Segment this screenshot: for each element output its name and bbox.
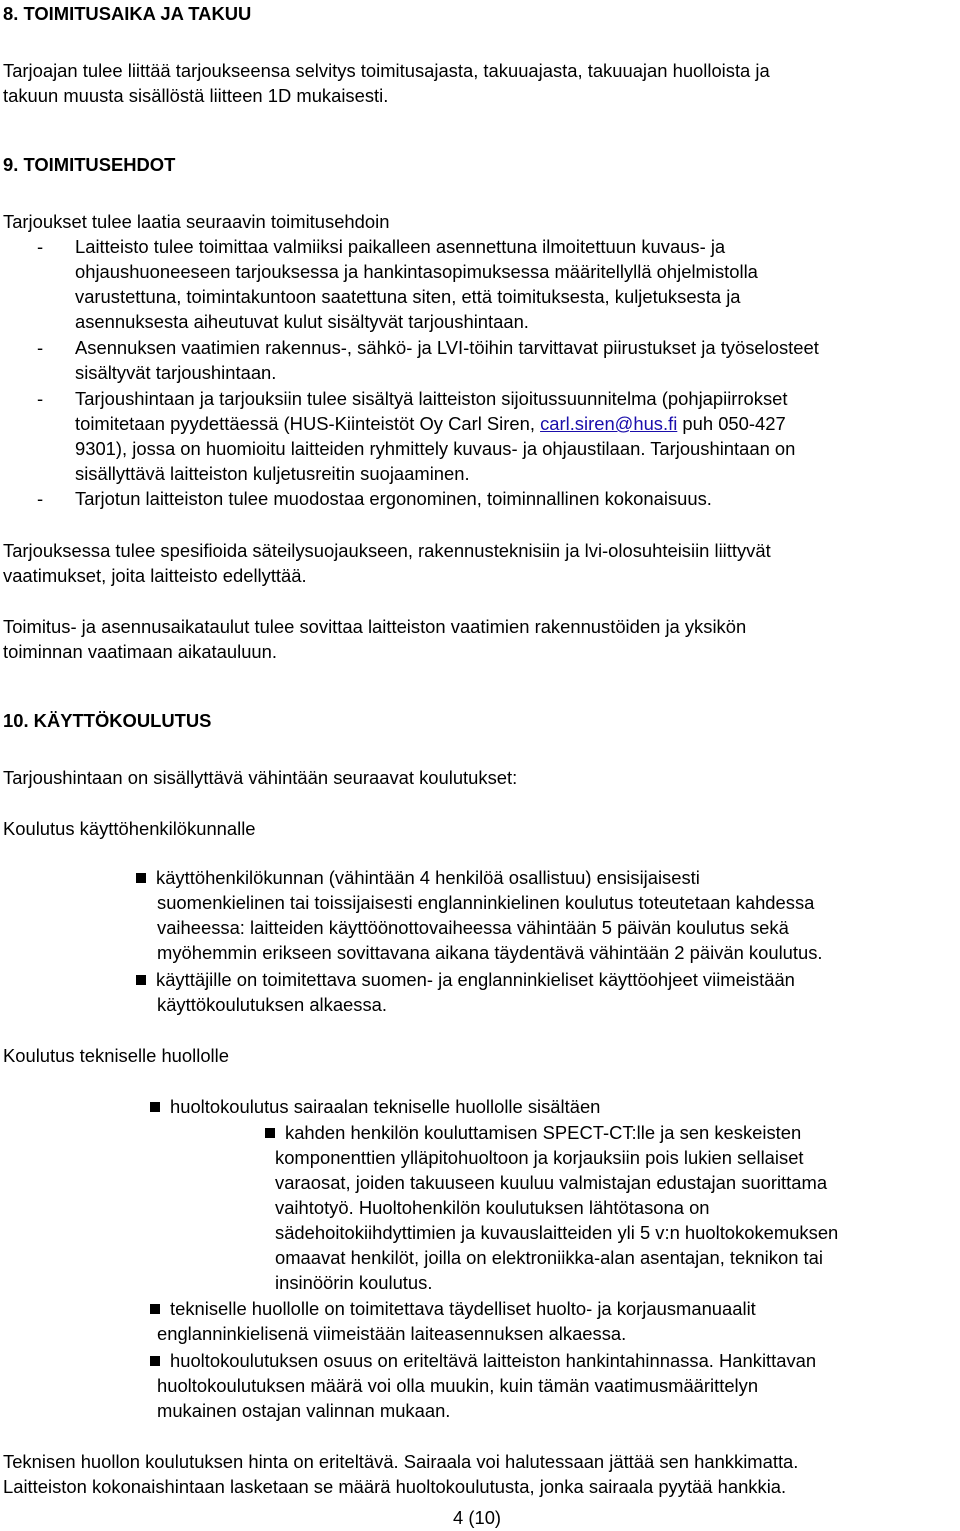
condition-contact-line	[75, 411, 786, 436]
condition-line: asennuksesta aiheutuvat kulut sisältyvät tarjoushintaan.	[75, 311, 529, 332]
sub-bullet-line: vaihtotyö. Huoltohenkilön koulutuksen lähtötasona on	[275, 1197, 710, 1218]
square-bullet-icon	[150, 1356, 160, 1366]
closing-text-line: Teknisen huollon koulutuksen hinta on eriteltävä. Sairaala voi halutessaan jättää sen hankkimatta.	[3, 1451, 799, 1472]
bullet-line: huoltokoulutus sairaalan tekniselle huollolle sisältäen	[150, 1094, 600, 1119]
section-9-intro: Tarjoukset tulee laatia seuraavin toimitusehdoin	[3, 211, 390, 232]
section-10-intro: Tarjoushintaan on sisällyttävä vähintään seuraavat koulutukset:	[3, 767, 518, 788]
condition-line: ohjaushuoneeseen tarjouksessa ja hankintasopimuksessa määritellyllä ohjelmistolla	[75, 261, 758, 282]
square-bullet-icon	[136, 873, 146, 883]
condition-line: Asennuksen vaatimien rakennus-, sähkö- ja LVI-töihin tarvittavat piirustukset ja työselosteet	[75, 337, 819, 358]
bullet-line: suomenkielinen tai toissijaisesti englanninkielinen koulutus toteutetaan kahdessa	[157, 892, 815, 913]
email-link[interactable]: carl.siren@hus.fi	[540, 413, 678, 434]
sub-bullet-line: omaavat henkilöt, joilla on elektroniikka-alan asentajan, teknikon tai	[275, 1247, 823, 1268]
sub-bullet-line: kahden henkilön kouluttamisen SPECT-CT:lle ja sen keskeisten	[265, 1120, 801, 1145]
condition-line: Laitteisto tulee toimittaa valmiiksi paikalleen asennettuna ilmoitettuun kuvaus- ja	[75, 236, 726, 257]
dash-marker: -	[37, 488, 44, 509]
sub-bullet-line: varaosat, joiden takuuseen kuuluu valmistajan edustajan suorittama	[275, 1172, 828, 1193]
section-8-text-line: takuun muusta sisällöstä liitteen 1D mukaisesti.	[3, 85, 389, 106]
bullet-line: vaiheessa: laitteiden käyttöönottovaiheessa vähintään 5 päivän koulutus sekä	[157, 917, 789, 938]
section-8-text-line: Tarjoajan tulee liittää tarjoukseensa selvitys toimitusajasta, takuuajasta, takuuajan huolloista ja	[3, 60, 770, 81]
square-bullet-icon	[265, 1128, 275, 1138]
section-9-text-line: toiminnan vaatimaan aikatauluun.	[3, 641, 277, 662]
closing-text-line: Laitteiston kokonaishintaan lasketaan se määrä huoltokoulutusta, jonka sairaala pyytää hankkia.	[3, 1476, 787, 1497]
section-9-text-line: Toimitus- ja asennusaikataulut tulee sovittaa laitteiston vaatimien rakennustöiden ja yksikön	[3, 616, 747, 637]
section-10-heading: 10. KÄYTTÖKOULUTUS	[3, 710, 212, 731]
square-bullet-icon	[150, 1102, 160, 1112]
section-9-text-line: vaatimukset, joita laitteisto edellyttää.	[3, 565, 307, 586]
contact-text: toimitetaan pyydettäessä (HUS-Kiinteistöt Oy Carl Siren,	[75, 413, 541, 434]
bullet-line: tekniselle huollolle on toimitettava täydelliset huolto- ja korjausmanuaalit	[150, 1296, 756, 1321]
square-bullet-icon	[136, 975, 146, 985]
page-number: 4 (10)	[453, 1507, 502, 1528]
sub-bullet-line: sädehoitokiihdyttimien ja kuvauslaitteiden yli 5 v:n huoltokokemuksen	[275, 1222, 839, 1243]
dash-marker: -	[37, 388, 44, 409]
sub-bullet-line: komponenttien ylläpitohuoltoon ja korjauksiin pois lukien sellaiset	[275, 1147, 804, 1168]
phone-text: puh 050-427	[677, 413, 786, 434]
section-9-text-line: Tarjouksessa tulee spesifioida säteilysuojaukseen, rakennusteknisiin ja lvi-olosuhteisiin liittyvät	[3, 540, 771, 561]
bullet-line: huoltokoulutuksen määrä voi olla muukin, kuin tämän vaatimusmäärittelyn	[157, 1375, 759, 1396]
condition-line: Tarjotun laitteiston tulee muodostaa ergonominen, toiminnallinen kokonaisuus.	[75, 488, 712, 509]
condition-line: 9301), jossa on huomioitu laitteiden ryhmittely kuvaus- ja ohjaustilaan. Tarjoushintaan on	[75, 438, 796, 459]
section-9-heading: 9. TOIMITUSEHDOT	[3, 154, 176, 175]
dash-marker: -	[37, 236, 44, 257]
bullet-line: käyttökoulutuksen alkaessa.	[157, 994, 388, 1015]
technical-training-title: Koulutus tekniselle huollolle	[3, 1045, 229, 1066]
bullet-line: englanninkielisenä viimeistään laiteasennuksen alkaessa.	[157, 1323, 627, 1344]
bullet-line: huoltokoulutuksen osuus on eriteltävä laitteiston hankintahinnassa. Hankittavan	[150, 1348, 816, 1373]
staff-training-title: Koulutus käyttöhenkilökunnalle	[3, 818, 256, 839]
condition-line: Tarjoushintaan ja tarjouksiin tulee sisältyä laitteiston sijoitussuunnitelma (pohjapiirrokset	[75, 388, 788, 409]
condition-line: sisältyvät tarjoushintaan.	[75, 362, 277, 383]
sub-bullet-line: insinöörin koulutus.	[275, 1272, 433, 1293]
square-bullet-icon	[150, 1304, 160, 1314]
section-8-heading: 8. TOIMITUSAIKA JA TAKUU	[3, 3, 252, 24]
condition-line: varustettuna, toimintakuntoon saatettuna siten, että toimituksesta, kuljetuksesta ja	[75, 286, 741, 307]
bullet-line: käyttöhenkilökunnan (vähintään 4 henkilöä osallistuu) ensisijaisesti	[136, 865, 700, 890]
bullet-line: myöhemmin erikseen sovittavana aikana täydentävä vähintään 2 päivän koulutus.	[157, 942, 823, 963]
condition-line: sisällyttävä laitteiston kuljetusreitin suojaaminen.	[75, 463, 470, 484]
dash-marker: -	[37, 337, 44, 358]
bullet-line: käyttäjille on toimitettava suomen- ja englanninkieliset käyttöohjeet viimeistään	[136, 967, 795, 992]
bullet-line: mukainen ostajan valinnan mukaan.	[157, 1400, 451, 1421]
